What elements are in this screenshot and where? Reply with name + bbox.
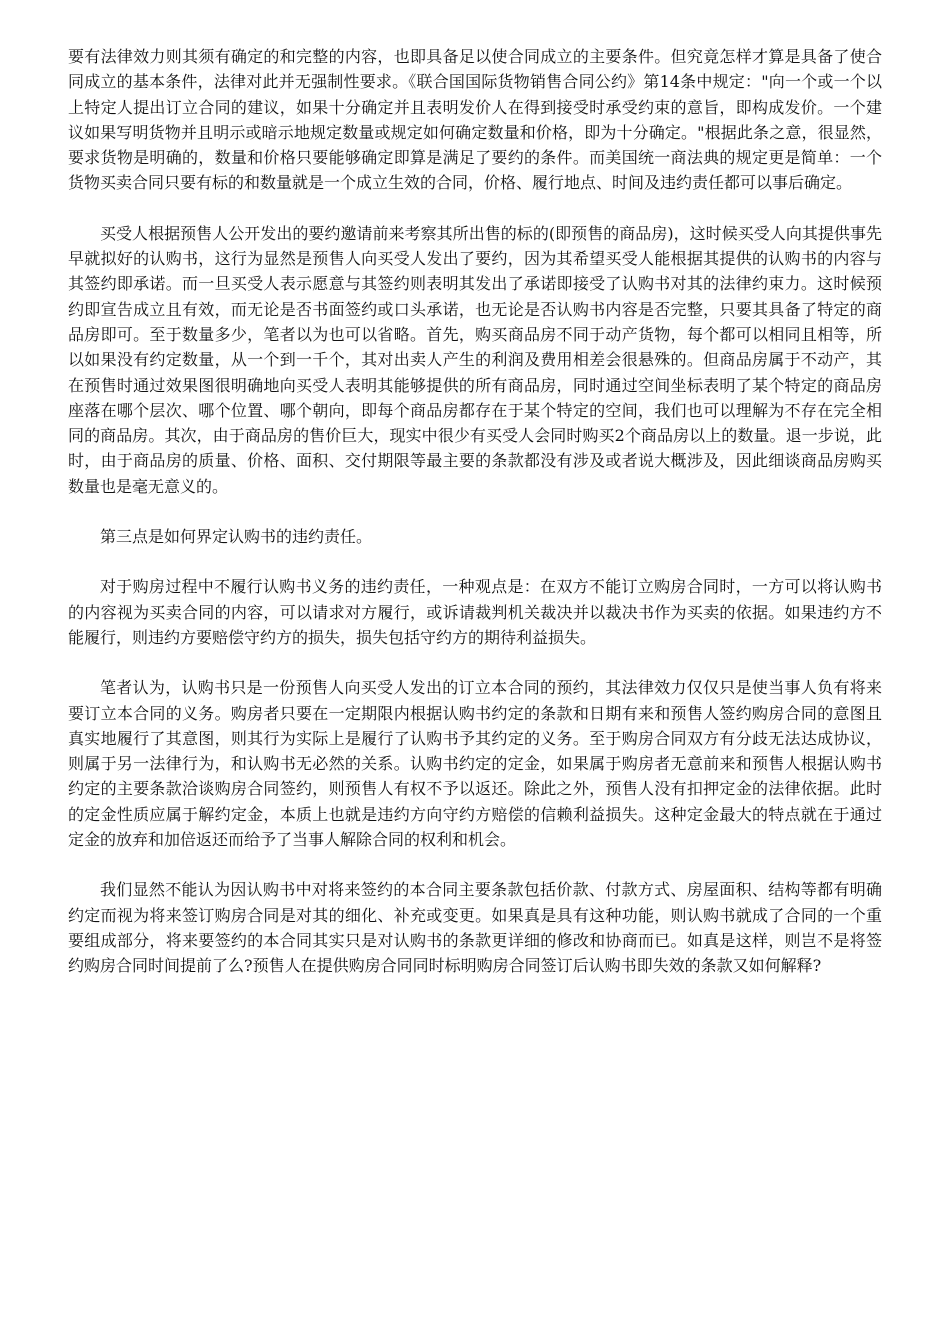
paragraph-contract-conditions: 要有法律效力则其须有确定的和完整的内容，也即具备足以使合同成立的主要条件。但究竟怎样才算是具备了使合同成立的基本条件，法律对此并无强制性要求。《联合国国际货物销售合同公约》第14条中规定："向一个或一个以上特定人提出订立合同的建议，如果十分确定并且表明发价人在得到接受时承受约束的意旨，即构成发价。一个建议如果写明货物并且明示或暗示地规定数量或规定如何确定数量和价格，即为十分确定。"根据此条之意，很显然，要求货物是明确的，数量和价格只要能够确定即算是满足了要约的条件。而美国统一商法典的规定更是简单：一个货物买卖合同只要有标的和数量就是一个成立生效的合同，价格、履行地点、时间及违约责任都可以事后确定。 [68, 47, 882, 193]
paragraph-author-opinion: 笔者认为，认购书只是一份预售人向买受人发出的订立本合同的预约，其法律效力仅仅只是使当事人负有将来要订立本合同的义务。购房者只要在一定期限内根据认购书约定的条款和日期有来和预售人签约购房合同的意图且真实地履行了其意图，则其行为实际上是履行了认购书予其约定的义务。至于购房合同双方有分歧无法达成协议，则属于另一法律行为，和认购书无必然的关系。认购书约定的定金，如果属于购房者无意前来和预售人根据认购书约定的主要条款洽谈购房合同签约，则预售人有权不予以返还。除此之外，预售人没有扣押定金的法律依据。此时的定金性质应属于解约定金，本质上也就是违约方向守约方赔偿的信赖利益损失。这种定金最大的特点就在于通过定金的放弃和加倍返还而给予了当事人解除合同的权利和机会。 [68, 678, 882, 850]
document-page [68, 44, 882, 1004]
paragraph-offer-acceptance: 买受人根据预售人公开发出的要约邀请前来考察其所出售的标的(即预售的商品房)，这时候买受人向其提供事先早就拟好的认购书，这行为显然是预售人向买受人发出了要约，因为其希望买受人能根据其提供的认购书的内容与其签约即承诺。而一旦买受人表示愿意与其签约则表明其发出了承诺即接受了认购书对其的法律约束力。这时候预约即宣告成立且有效，而无论是否书面签约或口头承诺，也无论是否认购书内容是否完整，只要其具备了特定的商品房即可。至于数量多少，笔者以为也可以省略。首先，购买商品房不同于动产货物，每个都可以相同且相等，所以如果没有约定数量，从一个到一千个，其对出卖人产生的利润及费用相差会很悬殊的。但商品房属于不动产，其在预售时通过效果图很明确地向买受人表明其能够提供的所有商品房，同时通过空间坐标表明了某个特定的商品房座落在哪个层次、哪个位置、哪个朝向，即每个商品房都存在于某个特定的空间，我们也可以理解为不存在完全相同的商品房。其次，由于商品房的售价巨大，现实中很少有买受人会同时购买2个商品房以上的数量。退一步说，此时，由于商品房的质量、价格、面积、交付期限等最主要的条款都没有涉及或者说大概涉及，因此细谈商品房购买数量也是毫无意义的。 [68, 223, 882, 496]
paragraph-conclusion: 我们显然不能认为因认购书中对将来签约的本合同主要条款包括价款、付款方式、房屋面积、结构等都有明确约定而视为将来签订购房合同是对其的细化、补充或变更。如果真是具有这种功能，则认购书就成了合同的一个重要组成部分，将来要签约的本合同其实只是对认购书的条款更详细的修改和协商而已。如真是这样，则岂不是将签约购房合同时间提前了么?预售人在提供购房合同同时标明购房合同签订后认购书即失效的条款又如何解释? [68, 880, 882, 976]
paragraph-third-point-heading: 第三点是如何界定认购书的违约责任。 [100, 527, 373, 547]
paragraph-breach-view: 对于购房过程中不履行认购书义务的违约责任，一种观点是：在双方不能订立购房合同时，一方可以将认购书的内容视为买卖合同的内容，可以请求对方履行，或诉请裁判机关裁决并以裁决书作为买卖的依据。如果违约方不能履行，则违约方要赔偿守约方的损失，损失包括守约方的期待利益损失。 [68, 577, 882, 647]
